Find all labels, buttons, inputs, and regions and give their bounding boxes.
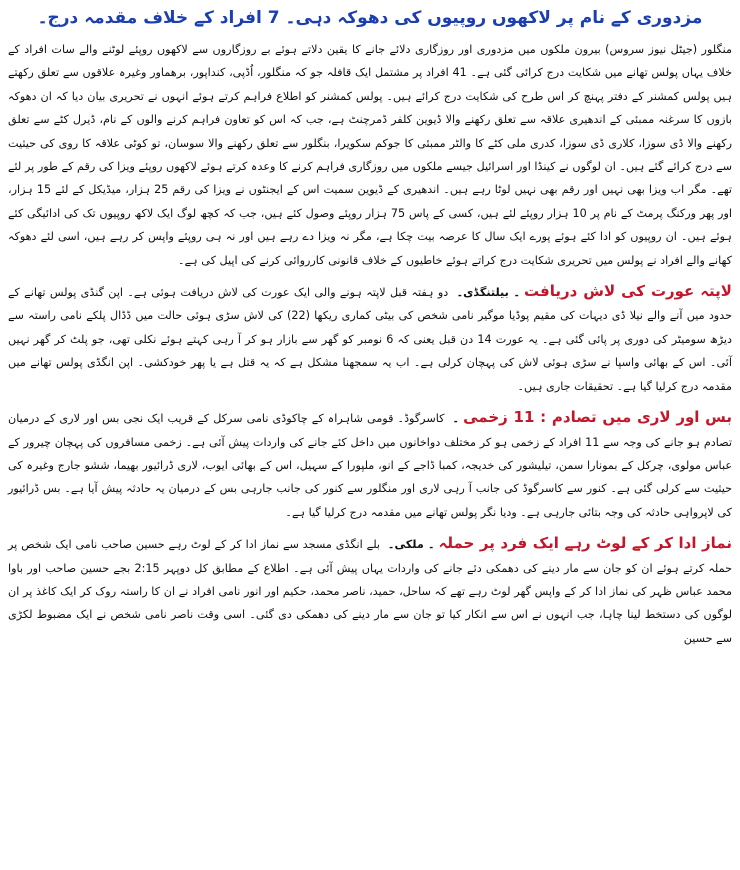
article-subhead: لاپتہ عورت کی لاش دریافت xyxy=(524,282,732,301)
article-missing-woman xyxy=(8,280,732,398)
article-body: دو ہفتہ قبل لاپتہ ہونے والی ایک عورت کی لاش دریافت ہوئی ہے۔ اپن گنڈی پولس تھانے کے حدود میں آنے والے نیلا ڈی دیہات کی مقیم پوڈیا موگیر نامی شخص کی بیٹی کماری ریکھا (22) کی لاش سڑی ہوئی حالت میں ڈڈال پلکے نامی راستہ سے دیڑھ سومیٹر کی دوری پر پائی گئی ہے۔ یہ عورت 14 دن قبل یعنی کہ 6 نومبر کو گھر سے بازار ہو کر آ رہی کہتے ہوئے نکلی تھی، جو پلٹ کر گھر نہیں آئی۔ اس کے بھائی واسپا نے سڑی ہوئی لاش کی پہچان کرلی ہے۔ اب یہ سمجھنا مشکل ہے کہ یہ قتل ہے یا پھر خودکشی۔ اپن انگڈی پولس تھانے میں مقدمہ درج کرلیا گیا ہے۔ تحقیقات جاری ہیں۔ xyxy=(8,286,732,393)
article-body: منگلور (جیٹل نیوز سروس) بیرون ملکوں میں مزدوری اور روزگاری دلائے جانے کا یقین دلاتے ہوئے بے روزگاروں سے لاکھوں روپئے لوٹنے والے سات افراد کے خلاف یہاں پولس تھانے میں شکایت درج کرائی گئی ہے۔ 41 افراد پر مشتمل ایک قافلہ جو کہ منگلور، اُڈپی، کنداپور، برھماور وغیرہ علاقوں سے تعلق رکھتے ہیں پولس کمشنر کے دفتر پہنچ کر اس طرح کی شکایت درج کرائے ہیں۔ پولس کمشنر کو اطلاع فراہم کرتے ہوئے انہوں نے تحریری بیان دیا کہ ان دھوکہ بازوں کا سرغنہ ممبئی کے اندھیری علاقہ سے تعلق رکھنے والا ڈیوین کلفر ڈمرچنٹ ہے، جب کہ اس کو تعاون فراہم کرنے والوں کے نام، ڈیرل کٹے سے تعلق رکھنے والا ڈی سوزا، کلاری ڈی سوزا، کدری ملی کٹے کا والٹر ممبئی کا جوکم سکویرا، بنگلور سے تعلق رکھنے والا سوسان، تو کوٹی علاقہ کا روی کی حیثیت سے درج کرائے گئے ہیں۔ ان لوگوں نے کینڈا اور اسرائیل جیسے ملکوں میں روزگاری فراہم کرنے کا وعدہ کرتے ہوئے لاکھوں روپئے ویزا کی رقم کے طور پر لئے تھے۔ مگر اب ویزا بھی نہیں اور رقم بھی نہیں لوٹا رہے ہیں۔ اندھیری کے ڈیوین سمیت اس کے ایجنٹوں نے ویزا کی رقم 25 ہزار، میڈیکل کے لئے 15 ہزار، اور پھر ورکنگ پرمٹ کے نام پر 10 ہزار روپئے لئے ہیں، کسی کے پاس 75 ہزار روپئے وصول کئے ہیں، جب کہ کچھ لوگ ایک لاکھ روپیوں تک کی ادائیگی کئے ہوئے ہیں۔ ان روپیوں کو ادا کئے ہوئے پورے ایک سال کا عرصہ بیت چکا ہے، مگر نہ ویزا دے رہے ہیں اور نہ ہی روپئے واپس کر رہے ہیں، اسی لئے دھوکہ کھانے والے افراد نے پولس میں تحریری شکایت درج کراتے ہوئے خاطیوں کے خلاف قانونی کارروائی کرنے کی اپیل کی ہے۔ xyxy=(8,43,732,267)
article-attack-after-prayer xyxy=(8,532,732,650)
article-visa-fraud xyxy=(8,38,732,272)
article-dateline: ۔ xyxy=(452,412,460,426)
article-bus-lorry-collision xyxy=(8,406,732,524)
article-body: کاسرگوڈ۔ قومی شاہراہ کے چاکوڈی نامی سرکل کے قریب ایک نجی بس اور لاری کے درمیان تصادم ہو جانے کی وجہ سے 11 افراد کے زخمی ہو کر مختلف دواخانوں میں داخل کئے جانے کی واردات پیش آئی ہے۔ زخمی مسافروں کی پہچان چیرور کے عباس مولوی، چرکل کے بمونارا سمن، تیلیشور کی خدیجہ، کمبا ڈاجے کے انو، ملپورا کے سہیل، اس کے بھائی ایوب، لاری ڈرائیور بھیما، ششو جارج وغیرہ کی حیثیت سے کرلی گئی ہے۔ کنور سے کاسرگوڈ کی جانب آ رہی لاری اور منگلور سے کنور کی جانب جارہی بس کے درمیان یہ حادثہ پیش آیا ہے۔ بس ڈرائیور کی لاپرواہی حادثہ کی وجہ بتائی جارہی ہے۔ ودیا نگر پولس تھانے میں مقدمہ درج کرلیا گیا ہے۔ xyxy=(8,412,732,519)
article-dateline: ۔ ملکی۔ xyxy=(387,538,435,552)
article-subhead: نماز ادا کر کے لوٹ رہے ایک فرد پر حملہ xyxy=(438,534,732,553)
article-dateline: ۔ بیلتنگڈی۔ xyxy=(456,286,520,300)
article-subhead: بس اور لاری میں تصادم : 11 زخمی xyxy=(463,408,733,427)
article-body: بلے انگڈی مسجد سے نماز ادا کر کے لوٹ رہے حسین صاحب نامی ایک شخص پر حملہ کرتے ہوئے ان کو جان سے مار دینے کی دھمکی دئے جانے کی واردات یہاں پیش آئی ہے۔ اطلاع کے مطابق کل دوپہر 2:15 بجے حسین صاحب اور باوا محمد عباس ظہر کی نماز ادا کر کے واپس گھر لوٹ رہے تھے کہ ساحل، حمید، ناصر محمد، حکیم اور انور نامی افراد نے ان کا راستہ روک کر ایک کاغذ پر ان لوگوں کی دستخط لینا چاہا، جب انہوں نے اس سے انکار کیا تو جان سے مار دینے کی دھمکی دی گئی۔ اسی وقت ناصر نامی شخص نے ایک مضبوط لکڑی سے حسین xyxy=(8,538,733,645)
page-headline: مزدوری کے نام پر لاکھوں روپیوں کی دھوکہ دہی۔ 7 افراد کے خلاف مقدمہ درج۔ xyxy=(37,8,703,28)
